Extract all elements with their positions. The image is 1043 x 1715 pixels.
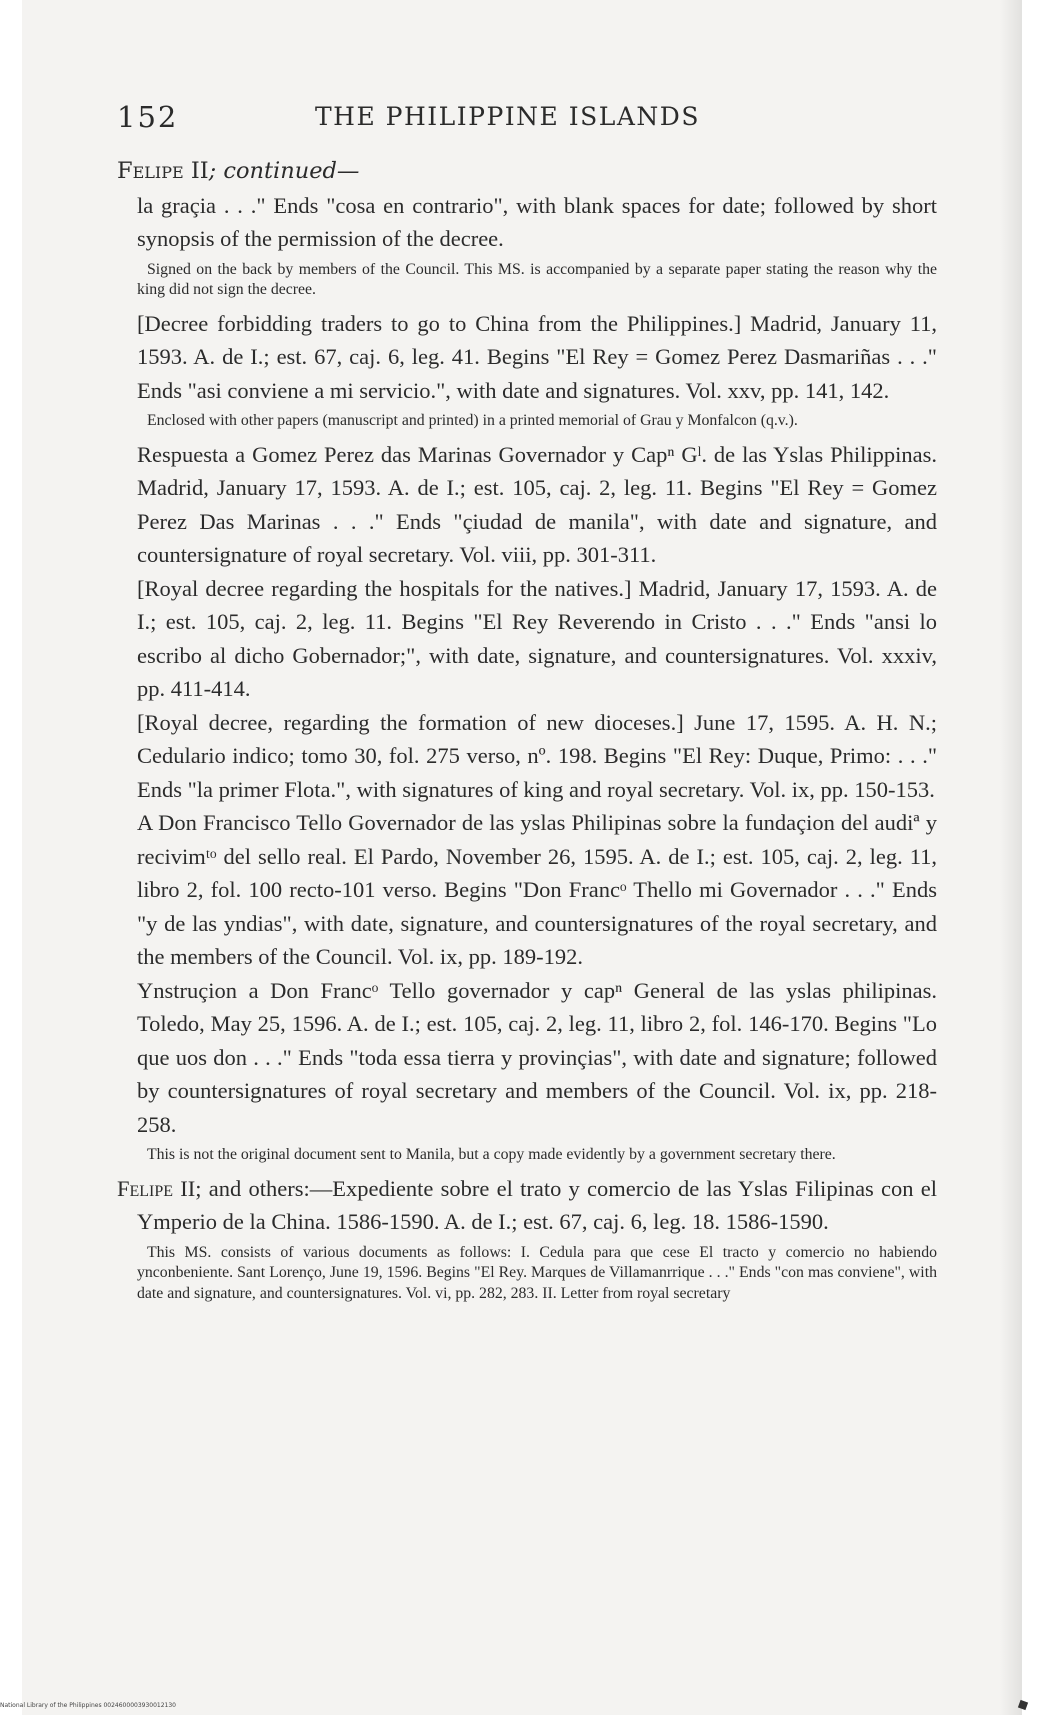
note-2: Enclosed with other papers (manuscript and printed) in a printed memorial of Grau y Monfalcon (q.v.). bbox=[147, 412, 798, 429]
running-title: THE PHILIPPINE ISLANDS bbox=[315, 102, 700, 131]
entry-paragraph-5 bbox=[117, 706, 937, 807]
section-heading-felipe-continued bbox=[117, 155, 937, 189]
note-3: This is not the original document sent to Manila, but a copy made evidently by a government secretary there. bbox=[147, 1146, 836, 1163]
entry-text: Ynstruçion a Don Francᵒ Tello governador y capⁿ General de las yslas philipinas. Toledo, May 25, 1596. A. de I.; est. 105, caj. 2, leg. 11, libro 2, fol. 146-170. Begins "Lo que uos don . . ." Ends "toda essa tierra y provinçias", with date and signature; followed by countersignatures of royal secretary and members of the Council. Vol. ix, pp. 218-258. bbox=[137, 977, 937, 1137]
page-number: 152 bbox=[117, 100, 179, 134]
heading-name-2: Felipe II bbox=[117, 1175, 196, 1201]
entry-paragraph-7 bbox=[117, 974, 937, 1142]
scan-credit: National Library of the Philippines 0024600003930012130 bbox=[0, 1702, 177, 1709]
entry-paragraph-4 bbox=[117, 572, 937, 706]
entry-text: [Royal decree, regarding the formation of new dioceses.] June 17, 1595. A. H. N.; Cedulario indico; tomo 30, fol. 275 verso, nº. 198. Begins "El Rey: Duque, Primo: . . ." Ends "la primer Flota.", with signatures of king and royal secretary. Vol. ix, pp. 150-153. bbox=[137, 709, 937, 802]
entry-text: A Don Francisco Tello Governador de las yslas Philipinas sobre la fundaçion del audiª y recivimᵗᵒ del sello real. El Pardo, November 26, 1595. A. de I.; est. 105, caj. 2, leg. 11, libro 2, fol. 100 recto-101 verso. Begins "Don Francᵒ Thello mi Governador . . ." Ends "y de las yndias", with date, signature, and countersignatures of the royal secretary, and the members of the Council. Vol. ix, pp. 189-192. bbox=[137, 810, 937, 969]
section-2-body: ; and others:—Expediente sobre el trato y comercio de las Yslas Filipinas con el Ymperio de la China. 1586-1590. A. de I.; est. 67, caj. 6, leg. 18. 1586-1590. bbox=[137, 1175, 937, 1234]
page-edge-shadow bbox=[1000, 0, 1022, 1715]
heading-suffix: ; continued— bbox=[208, 158, 360, 184]
note-4: This MS. consists of various documents as follows: I. Cedula para que cese El tracto y comercio no habiendo ynconbeniente. Sant Lorenço, June 19, 1596. Begins "El Rey. Marques de Villamanrrique . . ." Ends "con mas conviene", with date and signature, and countersignatures. Vol. vi, pp. 282, 283. II. Letter from royal secretary bbox=[137, 1243, 937, 1302]
entry-paragraph-1 bbox=[117, 189, 937, 256]
section-2-text bbox=[117, 1172, 937, 1239]
heading-name: Felipe II bbox=[117, 158, 209, 184]
entry-paragraph-3 bbox=[117, 438, 937, 572]
entry-text: [Decree forbidding traders to go to China from the Philippines.] Madrid, January 11, 1593. A. de I.; est. 67, caj. 6, leg. 41. Begins "El Rey = Gomez Perez Dasmariñas . . ." Ends "asi conviene a mi servicio.", with date and signatures. Vol. xxv, pp. 141, 142. bbox=[137, 310, 937, 403]
entry-text: la graçia . . ." Ends "cosa en contrario", with blank spaces for date; followed by short synopsis of the permission of the decree. bbox=[137, 192, 937, 251]
note-1: Signed on the back by members of the Council. This MS. is accompanied by a separate paper stating the reason why the king did not sign the decree. bbox=[137, 260, 937, 298]
document-page bbox=[22, 0, 1022, 1715]
section-felipe-and-others bbox=[117, 1172, 937, 1239]
entry-paragraph-6 bbox=[117, 806, 937, 974]
entry-text: [Royal decree regarding the hospitals for the natives.] Madrid, January 17, 1593. A. de I.; est. 105, caj. 2, leg. 11. Begins "El Rey Reverendo in Cristo . . ." Ends "ansi lo escribo al dicho Gobernador;", with date, signature, and countersignatures. Vol. xxxiv, pp. 411-414. bbox=[137, 575, 937, 701]
entry-paragraph-2 bbox=[117, 307, 937, 408]
entry-text: Respuesta a Gomez Perez das Marinas Governador y Capⁿ Gˡ. de las Yslas Philippinas. Madrid, January 17, 1593. A. de I.; est. 105, caj. 2, leg. 11. Begins "El Rey = Gomez Perez Das Marinas . . ." Ends "çiudad de manila", with date and signature, and countersignature of royal secretary. Vol. viii, pp. 301-311. bbox=[137, 441, 937, 567]
body-text bbox=[117, 155, 937, 1310]
running-head bbox=[117, 100, 937, 140]
